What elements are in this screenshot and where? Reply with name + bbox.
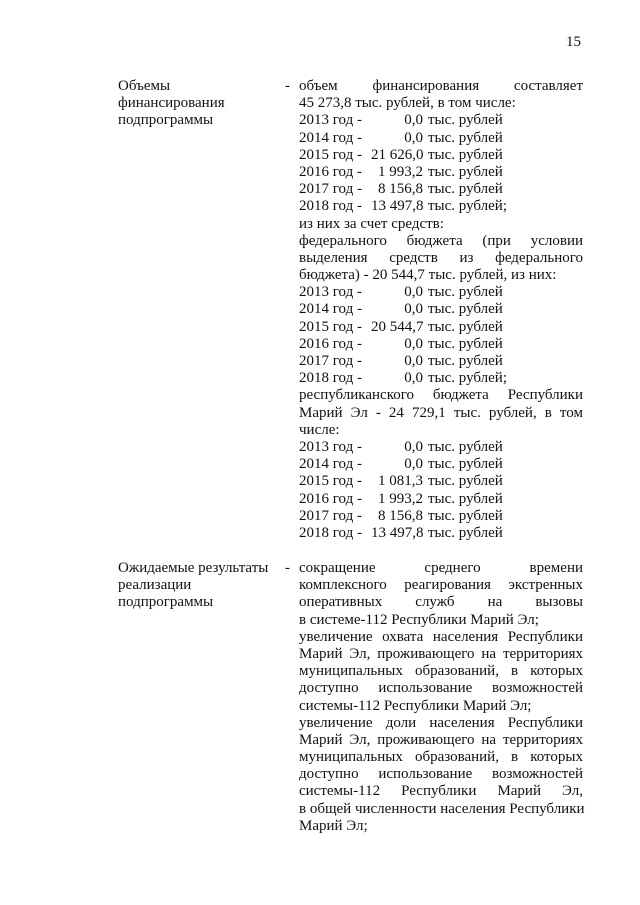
year-label: 2014 год - (299, 129, 362, 146)
total-year-row (299, 164, 583, 181)
amount-value: 8 156,8 (378, 181, 423, 198)
result-line: увеличение охвата населения Республики (299, 628, 583, 645)
result-line: муниципальных образований, в которых (299, 749, 583, 766)
amount-unit: тыс. рублей (428, 353, 503, 369)
amount-value: 0,0 (404, 284, 423, 301)
amount-unit: тыс. рублей; (428, 370, 507, 387)
amount-unit: тыс. рублей (428, 284, 503, 301)
results-content (299, 560, 583, 835)
financing-dash: - (285, 78, 290, 94)
total-year-row (299, 112, 583, 129)
amount-unit: тыс. рублей (428, 335, 503, 352)
total-year-row (299, 147, 583, 164)
federal-budget-line: выделения средств из федерального (299, 249, 583, 266)
result-line: сокращение среднего времени (299, 560, 583, 576)
federal-year-row (299, 353, 583, 370)
amount-value: 0,0 (404, 301, 423, 318)
result-line: доступно использование возможностей (299, 766, 583, 783)
federal-year-row (299, 370, 583, 387)
results-label-line: Ожидаемые результаты (118, 560, 269, 576)
amount-unit: тыс. рублей; (428, 198, 507, 215)
federal-year-row (299, 284, 583, 301)
year-label: 2014 год - (299, 456, 362, 473)
results-label-line: подпрограммы (118, 594, 214, 611)
total-year-row (299, 130, 583, 147)
result-line: муниципальных образований, в которых (299, 663, 583, 680)
republic-budget-line: Марий Эл - 24 729,1 тыс. рублей, в том (299, 404, 583, 421)
financing-label-line: подпрограммы (118, 112, 214, 129)
page-number: 15 (566, 34, 581, 50)
year-label: 2018 год - (299, 370, 362, 387)
results-dash: - (285, 560, 290, 576)
year-label: 2015 год - (299, 318, 362, 335)
financing-label-line: финансирования (118, 95, 225, 112)
amount-unit: тыс. рублей (428, 181, 503, 198)
republic-year-row (299, 491, 583, 508)
amount-value: 21 626,0 (371, 146, 424, 163)
republic-year-row (299, 439, 583, 456)
amount-unit: тыс. рублей (428, 456, 503, 473)
amount-unit: тыс. рублей (428, 438, 503, 455)
year-label: 2013 год - (299, 112, 362, 129)
amount-value: 20 544,7 (371, 318, 424, 335)
financing-total-line: 45 273,8 тыс. рублей, в том числе: (299, 95, 516, 112)
year-label: 2015 год - (299, 473, 362, 490)
republic-year-row (299, 473, 583, 490)
federal-budget-line: бюджета) - 20 544,7 тыс. рублей, из них: (299, 267, 557, 284)
amount-unit: тыс. рублей (428, 146, 503, 163)
total-year-row (299, 198, 583, 215)
result-line: Марий Эл, проживающего на территориях (299, 645, 583, 662)
amount-value: 13 497,8 (371, 524, 424, 541)
result-line: оперативных служб на вызовы (299, 594, 583, 611)
result-line: в общей численности населения Республики (299, 800, 585, 817)
republic-budget-line: числе: (299, 421, 340, 438)
total-year-row (299, 181, 583, 198)
financing-label (118, 78, 278, 130)
amount-unit: тыс. рублей (428, 490, 503, 507)
result-line: Марий Эл; (299, 817, 368, 834)
results-label-line: реализации (118, 577, 192, 594)
amount-value: 1 993,2 (378, 163, 423, 180)
amount-unit: тыс. рублей (428, 318, 503, 335)
result-line: увеличение доли населения Республики (299, 714, 583, 731)
year-label: 2016 год - (299, 335, 362, 352)
federal-budget-line: федерального бюджета (при условии (299, 232, 583, 249)
result-line: системы-112 Республики Марий Эл, (299, 783, 583, 800)
year-label: 2017 год - (299, 181, 362, 198)
amount-value: 8 156,8 (378, 507, 423, 524)
result-line: системы-112 Республики Марий Эл; (299, 697, 532, 714)
financing-content (299, 78, 583, 542)
result-line: в системе-112 Республики Марий Эл; (299, 611, 539, 628)
republic-year-row (299, 456, 583, 473)
amount-value: 0,0 (404, 353, 423, 369)
federal-year-row (299, 319, 583, 336)
year-label: 2016 год - (299, 163, 362, 180)
year-label: 2013 год - (299, 438, 362, 455)
year-label: 2018 год - (299, 524, 362, 541)
amount-value: 0,0 (404, 335, 423, 352)
amount-unit: тыс. рублей (428, 163, 503, 180)
amount-value: 0,0 (404, 370, 423, 387)
amount-unit: тыс. рублей (428, 112, 503, 129)
amount-value: 1 993,2 (378, 490, 423, 507)
federal-year-row (299, 336, 583, 353)
federal-year-row (299, 301, 583, 318)
amount-unit: тыс. рублей (428, 507, 503, 524)
financing-total-line: объем финансирования составляет (299, 78, 583, 94)
republic-budget-line: республиканского бюджета Республики (299, 387, 583, 404)
year-label: 2018 год - (299, 198, 362, 215)
year-label: 2013 год - (299, 284, 362, 301)
year-label: 2015 год - (299, 146, 362, 163)
amount-value: 0,0 (404, 438, 423, 455)
republic-year-row (299, 508, 583, 525)
result-line: Марий Эл, проживающего на территориях (299, 731, 583, 748)
amount-value: 0,0 (404, 129, 423, 146)
republic-year-row (299, 525, 583, 542)
result-line: доступно использование возможностей (299, 680, 583, 697)
amount-value: 1 081,3 (378, 473, 423, 490)
result-line: комплексного реагирования экстренных (299, 577, 583, 594)
amount-unit: тыс. рублей (428, 524, 503, 541)
amount-value: 13 497,8 (371, 198, 424, 215)
year-label: 2016 год - (299, 490, 362, 507)
year-label: 2017 год - (299, 507, 362, 524)
amount-value: 0,0 (404, 112, 423, 129)
amount-unit: тыс. рублей (428, 473, 503, 490)
amount-unit: тыс. рублей (428, 301, 503, 318)
amount-unit: тыс. рублей (428, 129, 503, 146)
amount-value: 0,0 (404, 456, 423, 473)
results-label (118, 560, 278, 612)
financing-label-line: Объемы (118, 78, 171, 94)
sources-intro: из них за счет средств: (299, 215, 444, 232)
year-label: 2014 год - (299, 301, 362, 318)
year-label: 2017 год - (299, 353, 362, 369)
